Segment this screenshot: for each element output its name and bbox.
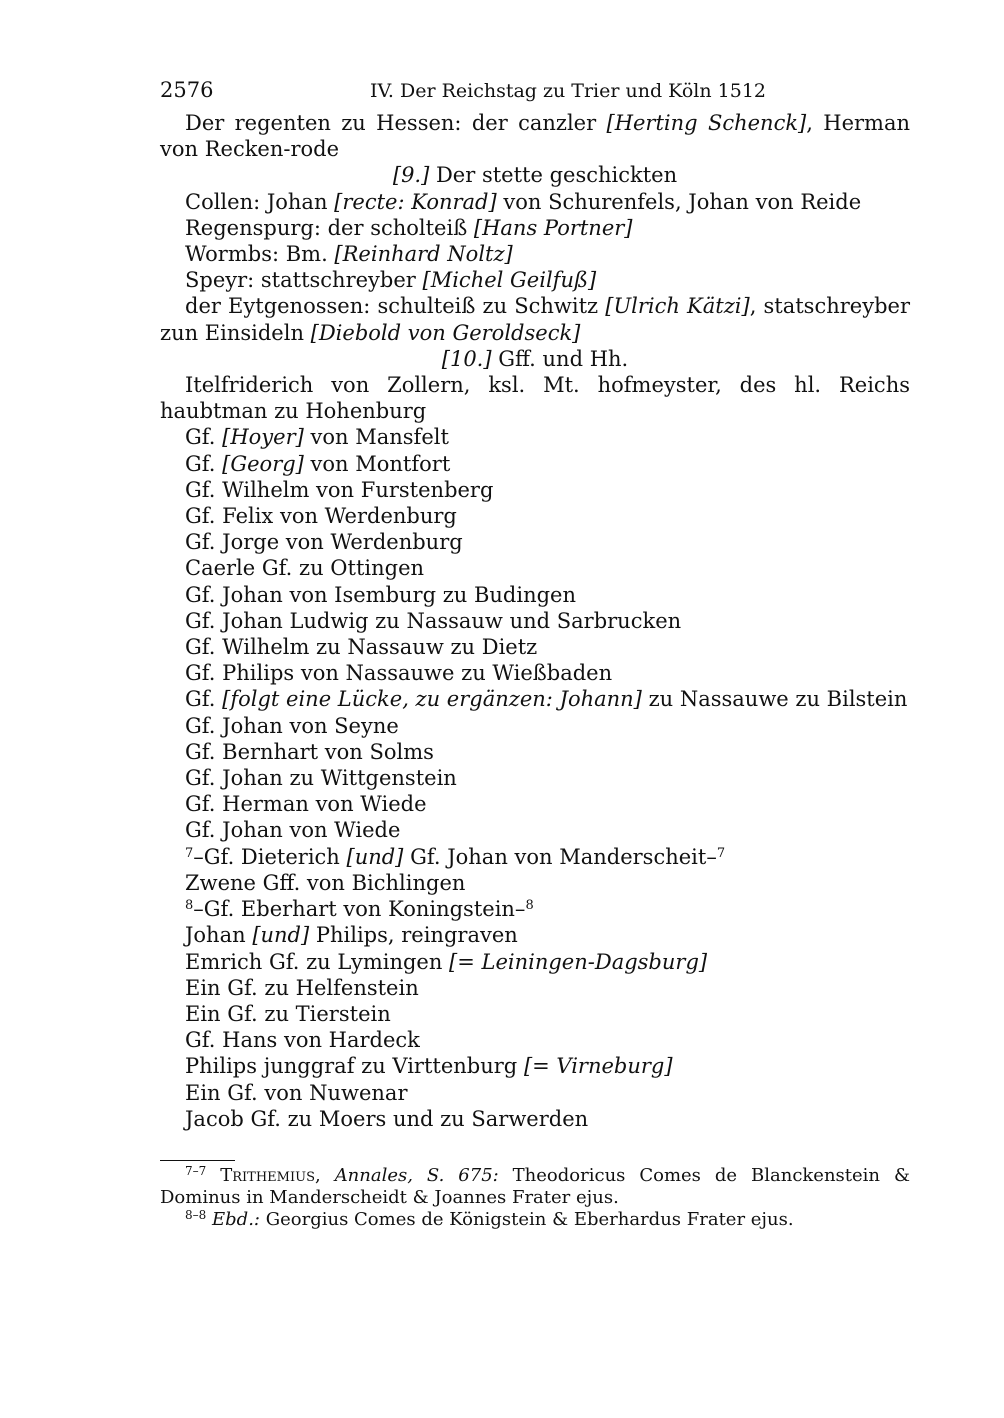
text-line: Gf. [folgt eine Lücke, zu ergänzen: Johann] zu Nassauwe zu Bilstein bbox=[185, 687, 908, 712]
text-line: Ein Gf. zu Tierstein bbox=[185, 1001, 391, 1026]
text-line: Gf. Wilhelm von Furstenberg bbox=[185, 477, 494, 502]
text-line: Ein Gf. von Nuwenar bbox=[185, 1080, 408, 1105]
text-line: Gf. [Hoyer] von Mansfelt bbox=[185, 425, 449, 450]
text-line: $^7$–Gf. Dieterich [und] Gf. Johan von Manderscheit–$^7$ bbox=[185, 844, 726, 869]
text-line: Gf. Johan von Isemburg zu Budingen bbox=[185, 582, 577, 607]
section-heading: [9.] Der stette geschickten bbox=[392, 163, 678, 188]
main-text bbox=[160, 110, 910, 1132]
text-line: Gf. Wilhelm zu Nassauw zu Dietz bbox=[185, 635, 538, 660]
text-line: Emrich Gf. zu Lymingen [= Leiningen-Dagsburg] bbox=[185, 949, 708, 974]
text-line: Gf. Hans von Hardeck bbox=[185, 1028, 420, 1053]
text-line: Gf. Bernhart von Solms bbox=[185, 739, 434, 764]
text-line: Collen: Johan [recte: Konrad] von Schurenfels, Johan von Reide bbox=[185, 189, 862, 214]
text-line: Itelfriderich von Zollern, ksl. Mt. hofmeyster, des hl. Reichs haubtman zu Hohenburg bbox=[160, 373, 910, 424]
text-line: der Eytgenossen: schulteiß zu Schwitz [Ulrich Kätzi], statschreyber zun Einsideln [Diebold von Geroldseck] bbox=[160, 294, 910, 345]
text-line: Gf. Felix von Werdenburg bbox=[185, 504, 457, 529]
text-line: Gf. Herman von Wiede bbox=[185, 792, 427, 817]
text-line: Der regenten zu Hessen: der canzler [Herting Schenck], Herman von Recken-rode bbox=[160, 111, 911, 162]
section-heading: [10.] Gff. und Hh. bbox=[441, 346, 629, 371]
text-line: Johan [und] Philips, reingraven bbox=[185, 923, 518, 948]
text-line: Gf. Johan von Seyne bbox=[185, 713, 399, 738]
footnote: $^{7-7}$ Trithemius, Annales, S. 675: Theodoricus Comes de Blanckenstein & Dominus in Manderscheidt & Joannes Frater ejus. bbox=[160, 1163, 910, 1208]
footnote-mark: 7 bbox=[716, 845, 726, 861]
text-line: Wormbs: Bm. [Reinhard Noltz] bbox=[185, 242, 513, 267]
running-title: IV. Der Reichstag zu Trier und Köln 1512 bbox=[370, 80, 766, 102]
footnote: $^{8-8}$ Ebd.: Georgius Comes de Königstein & Eberhardus Frater ejus. bbox=[185, 1207, 794, 1230]
footnotes bbox=[160, 1165, 910, 1231]
text-line: Gf. Johan Ludwig zu Nassauw und Sarbrucken bbox=[185, 608, 682, 633]
text-line: $^8$–Gf. Eberhart von Koningstein–$^8$ bbox=[185, 897, 534, 922]
text-line: Zwene Gff. von Bichlingen bbox=[185, 870, 466, 895]
document-page bbox=[160, 78, 910, 1231]
text-line: Gf. [Georg] von Montfort bbox=[185, 451, 451, 476]
text-line: Regenspurg: der scholteiß [Hans Portner] bbox=[185, 215, 633, 240]
text-line: Speyr: stattschreyber [Michel Geilfuß] bbox=[185, 268, 597, 293]
text-line: Caerle Gf. zu Ottingen bbox=[185, 556, 425, 581]
page-number: 2576 bbox=[160, 78, 214, 102]
text-line: Gf. Jorge von Werdenburg bbox=[185, 530, 463, 555]
footnote-mark: 8 bbox=[525, 898, 534, 914]
footnote-divider bbox=[160, 1160, 235, 1161]
text-line: Jacob Gf. zu Moers und zu Sarwerden bbox=[185, 1106, 589, 1131]
text-line: Gf. Johan von Wiede bbox=[185, 818, 401, 843]
footnote-mark: 7 bbox=[185, 845, 194, 861]
footnote-mark: 8 bbox=[185, 898, 194, 914]
page-header bbox=[160, 78, 910, 110]
text-line: Gf. Johan zu Wittgenstein bbox=[185, 766, 457, 791]
text-line: Ein Gf. zu Helfenstein bbox=[185, 975, 419, 1000]
text-line: Gf. Philips von Nassauwe zu Wießbaden bbox=[185, 661, 613, 686]
text-line: Philips junggraf zu Virttenburg [= Virneburg] bbox=[185, 1054, 673, 1079]
